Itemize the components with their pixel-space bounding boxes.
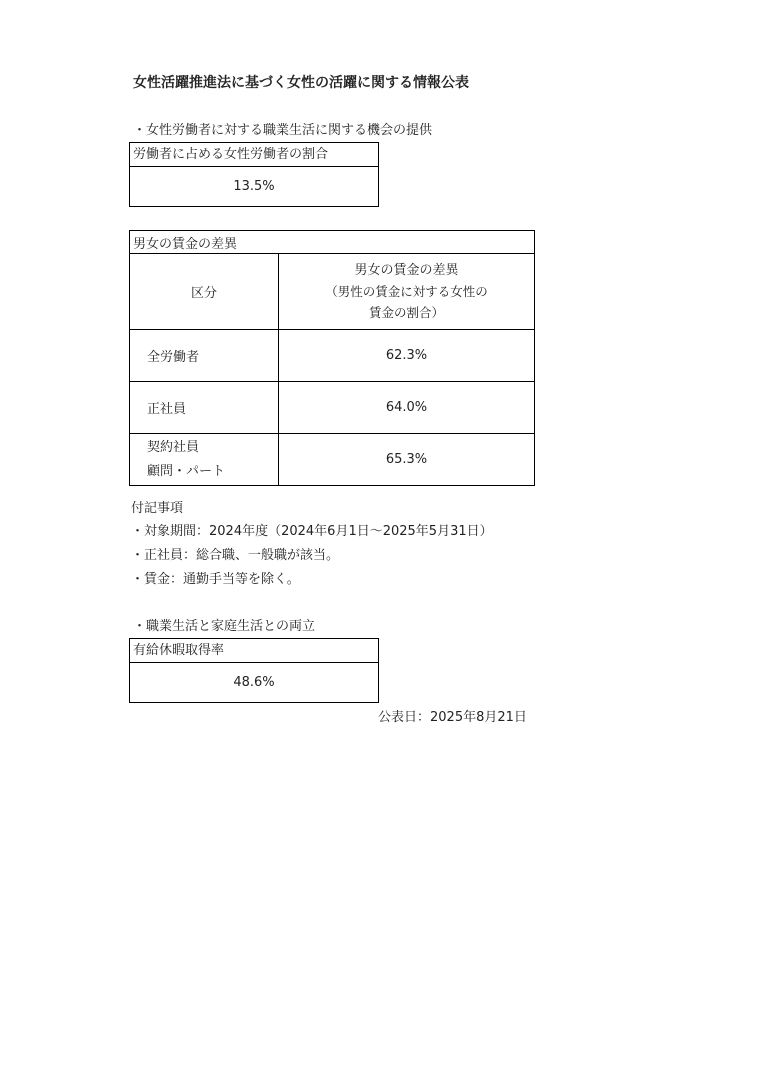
row-value-all: 62.3%	[279, 330, 535, 382]
header-value-line1: 男女の賃金の差異	[354, 263, 459, 278]
wage-gap-caption-row	[130, 231, 535, 254]
notes-item-regular: ・正社員：総合職、一般職が該当。	[131, 548, 340, 563]
notes-item-period: ・対象期間：2024年度（2024年6月1日～2025年5月31日）	[131, 524, 493, 539]
paid-leave-box	[129, 638, 379, 703]
row-category-contract-line2: 顧問・パート	[147, 463, 226, 479]
row-category-regular: 正社員	[130, 382, 279, 434]
publication-date: 公表日：2025年8月21日	[378, 710, 527, 725]
female-ratio-box	[129, 142, 379, 207]
header-value-line2: （男性の賃金に対する女性の	[325, 284, 488, 299]
header-value-line3: 賃金の割合）	[368, 305, 444, 320]
section-heading-opportunity: ・女性労働者に対する職業生活に関する機会の提供	[133, 123, 433, 138]
row-category-contract-line1: 契約社員	[147, 439, 200, 455]
document-title: 女性活躍推進法に基づく女性の活躍に関する情報公表	[133, 75, 469, 91]
row-value-contract: 65.3%	[279, 434, 535, 486]
row-value-regular: 64.0%	[279, 382, 535, 434]
table-row	[130, 330, 535, 382]
paid-leave-value: 48.6%	[233, 675, 275, 690]
female-ratio-value: 13.5%	[233, 179, 275, 194]
row-category-all: 全労働者	[130, 330, 279, 382]
paid-leave-label: 有給休暇取得率	[130, 639, 378, 663]
female-ratio-label: 労働者に占める女性労働者の割合	[130, 143, 378, 167]
wage-gap-table	[129, 230, 535, 486]
notes-item-wage: ・賃金：通勤手当等を除く。	[131, 572, 300, 587]
table-row	[130, 434, 535, 486]
row-category-contract	[130, 434, 279, 486]
notes-heading: 付記事項	[131, 501, 184, 516]
wage-gap-header-row	[130, 254, 535, 330]
wage-gap-caption: 男女の賃金の差異	[130, 231, 535, 254]
header-value	[279, 254, 535, 330]
table-row	[130, 382, 535, 434]
header-category: 区分	[130, 254, 279, 330]
section-heading-balance: ・職業生活と家庭生活との両立	[133, 619, 316, 634]
